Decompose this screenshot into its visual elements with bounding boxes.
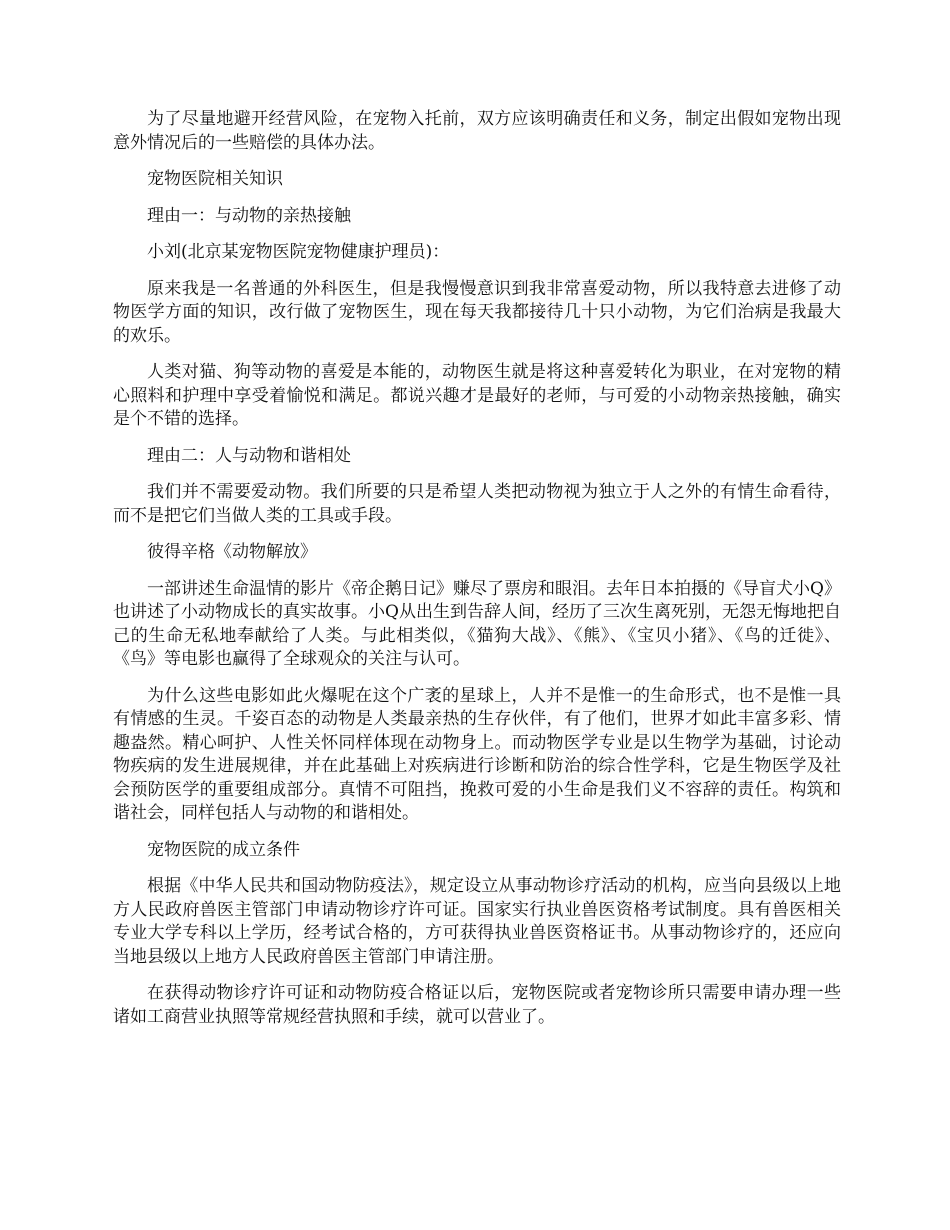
paragraph: 为了尽量地避开经营风险，在宠物入托前，双方应该明确责任和义务，制定出假如宠物出现意外情况后的一些赔偿的具体办法。 [113,109,841,153]
paragraph: 为什么这些电影如此火爆呢在这个广袤的星球上，人并不是惟一的生命形式，也不是惟一具有情感的生灵。千姿百态的动物是人类最亲热的生存伙伴，有了他们，世界才如此丰富多彩、情趣盎然。精心呵护、人性关怀同样体现在动物身上。而动物医学专业是以生物学为基础，讨论动物疾病的发生进展规律，并在此基础上对疾病进行诊断和防治的综合性学科，它是生物医学及社会预防医学的重要组成部分。真情不可阻挡，挽救可爱的小生命是我们义不容辞的责任。构筑和谐社会，同样包括人与动物的和谐相处。 [113,685,841,823]
paragraph: 原来我是一名普通的外科医生，但是我慢慢意识到我非常喜爱动物，所以我特意去进修了动物医学方面的知识，改行做了宠物医生，现在每天我都接待几十只小动物，为它们治病是我最大的欢乐。 [113,278,841,346]
quote-attribution: 彼得辛格《动物解放》 [147,542,317,562]
speaker-line: 小刘(北京某宠物医院宠物健康护理员)： [147,242,450,262]
section-heading: 宠物医院的成立条件 [147,839,300,860]
document-body [113,108,841,1042]
paragraph: 一部讲述生命温情的影片《帝企鹅日记》赚尽了票房和眼泪。去年日本拍摄的《导盲犬小Q》也讲述了小动物成长的真实故事。小Q从出生到告辞人间，经历了三次生离死别，无怨无悔地把自己的生命无私地奉献给了人类。与此相类似，《猫狗大战》、《熊》、《宝贝小猪》、《鸟的迁徙》、《鸟》等电影也赢得了全球观众的关注与认可。 [113,578,841,669]
paragraph: 在获得动物诊疗许可证和动物防疫合格证以后，宠物医院或者宠物诊所只需要申请办理一些诸如工商营业执照等常规经营执照和手续，就可以营业了。 [113,983,841,1027]
subheading: 理由二：人与动物和谐相处 [147,445,351,466]
section-heading: 宠物医院相关知识 [147,169,283,189]
quote-paragraph: 我们并不需要爱动物。我们所要的只是希望人类把动物视为独立于人之外的有情生命看待，而不是把它们当做人类的工具或手段。 [113,482,841,526]
paragraph: 人类对猫、狗等动物的喜爱是本能的，动物医生就是将这种喜爱转化为职业，在对宠物的精心照料和护理中享受着愉悦和满足。都说兴趣才是最好的老师，与可爱的小动物亲热接触，确实是个不错的选择。 [113,362,841,429]
paragraph: 根据《中华人民共和国动物防疫法》，规定设立从事动物诊疗活动的机构，应当向县级以上地方人民政府兽医主管部门申请动物诊疗许可证。国家实行执业兽医资格考试制度。具有兽医相关专业大学专科以上学历，经考试合格的，方可获得执业兽医资格证书。从事动物诊疗的，还应向当地县级以上地方人民政府兽医主管部门申请注册。 [113,876,841,967]
subheading: 理由一：与动物的亲热接触 [147,205,351,226]
